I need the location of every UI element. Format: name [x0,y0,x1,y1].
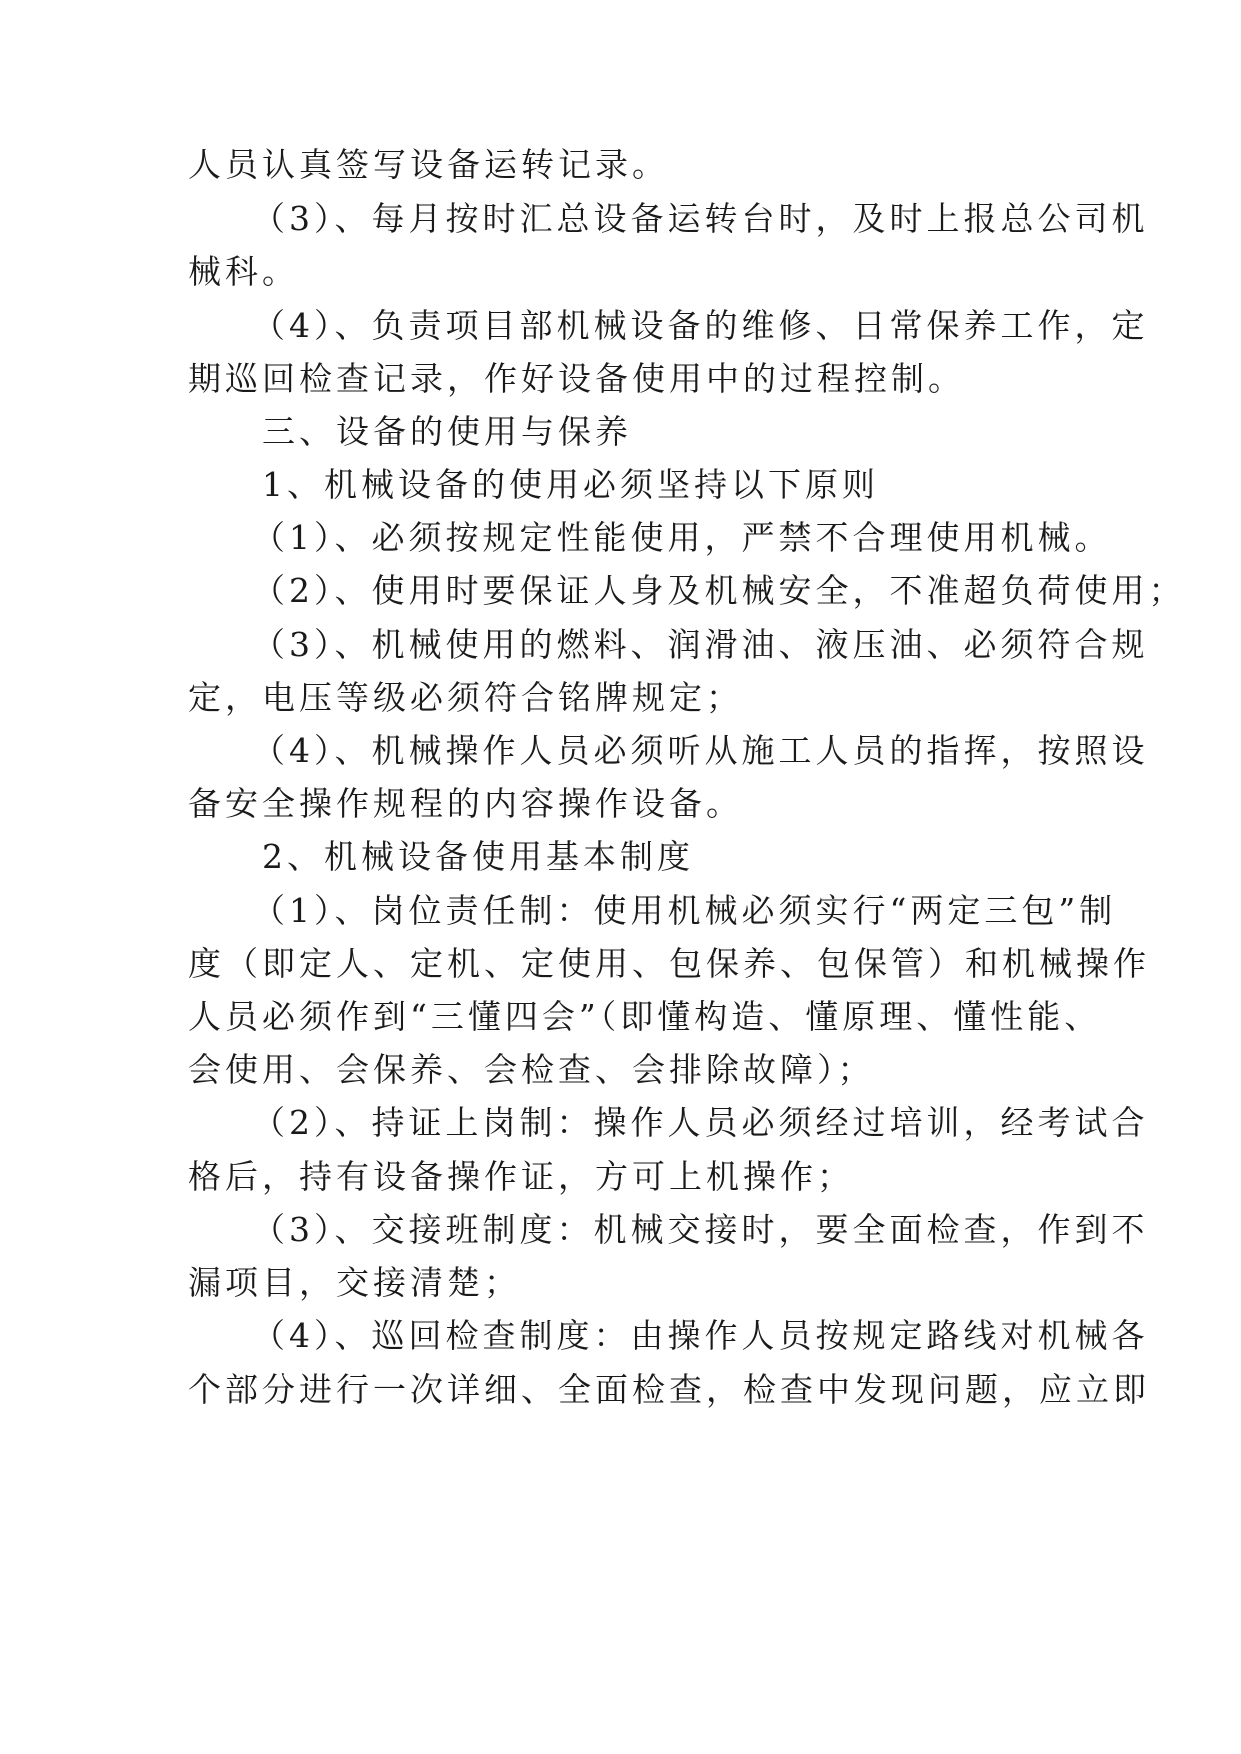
paragraph-line: 人员必须作到“三懂四会”（即懂构造、懂原理、懂性能、 [188,997,1102,1036]
paragraph-line: 定，电压等级必须符合铭牌规定； [188,678,743,717]
paragraph-line: （1）、岗位责任制：使用机械必须实行“两定三包”制 [252,891,1117,930]
paragraph-line: （4）、负责项目部机械设备的维修、日常保养工作，定 [252,306,1149,345]
paragraph-line: （2）、持证上岗制：操作人员必须经过培训，经考试合 [252,1103,1149,1142]
section-heading: 三、设备的使用与保养 [262,412,632,451]
subsection-heading: 1、机械设备的使用必须坚持以下原则 [262,465,879,504]
paragraph-line: （4）、巡回检查制度：由操作人员按规定路线对机械各 [252,1316,1149,1355]
paragraph-line: 备安全操作规程的内容操作设备。 [188,784,743,823]
paragraph-line: （2）、使用时要保证人身及机械安全，不准超负荷使用； [252,571,1186,610]
paragraph-line: 格后，持有设备操作证，方可上机操作； [188,1157,854,1196]
subsection-heading: 2、机械设备使用基本制度 [262,837,694,876]
paragraph-line: 械科。 [188,252,299,291]
paragraph-line: （1）、必须按规定性能使用，严禁不合理使用机械。 [252,518,1112,557]
paragraph-line: 期巡回检查记录，作好设备使用中的过程控制。 [188,359,965,398]
paragraph-line: （4）、机械操作人员必须听从施工人员的指挥，按照设 [252,731,1149,770]
paragraph-line: 度（即定人、定机、定使用、包保养、包保管）和机械操作 [188,944,1150,983]
paragraph-line: （3）、机械使用的燃料、润滑油、液压油、必须符合规 [252,625,1149,664]
paragraph-line: （3）、每月按时汇总设备运转台时，及时上报总公司机 [252,199,1149,238]
paragraph-line: （3）、交接班制度：机械交接时，要全面检查，作到不 [252,1210,1149,1249]
paragraph-line: 人员认真签写设备运转记录。 [188,145,669,184]
paragraph-line: 漏项目，交接清楚； [188,1263,521,1302]
paragraph-line: 会使用、会保养、会检查、会排除故障）； [188,1050,875,1089]
paragraph-line: 个部分进行一次详细、全面检查，检查中发现问题，应立即 [188,1370,1150,1409]
